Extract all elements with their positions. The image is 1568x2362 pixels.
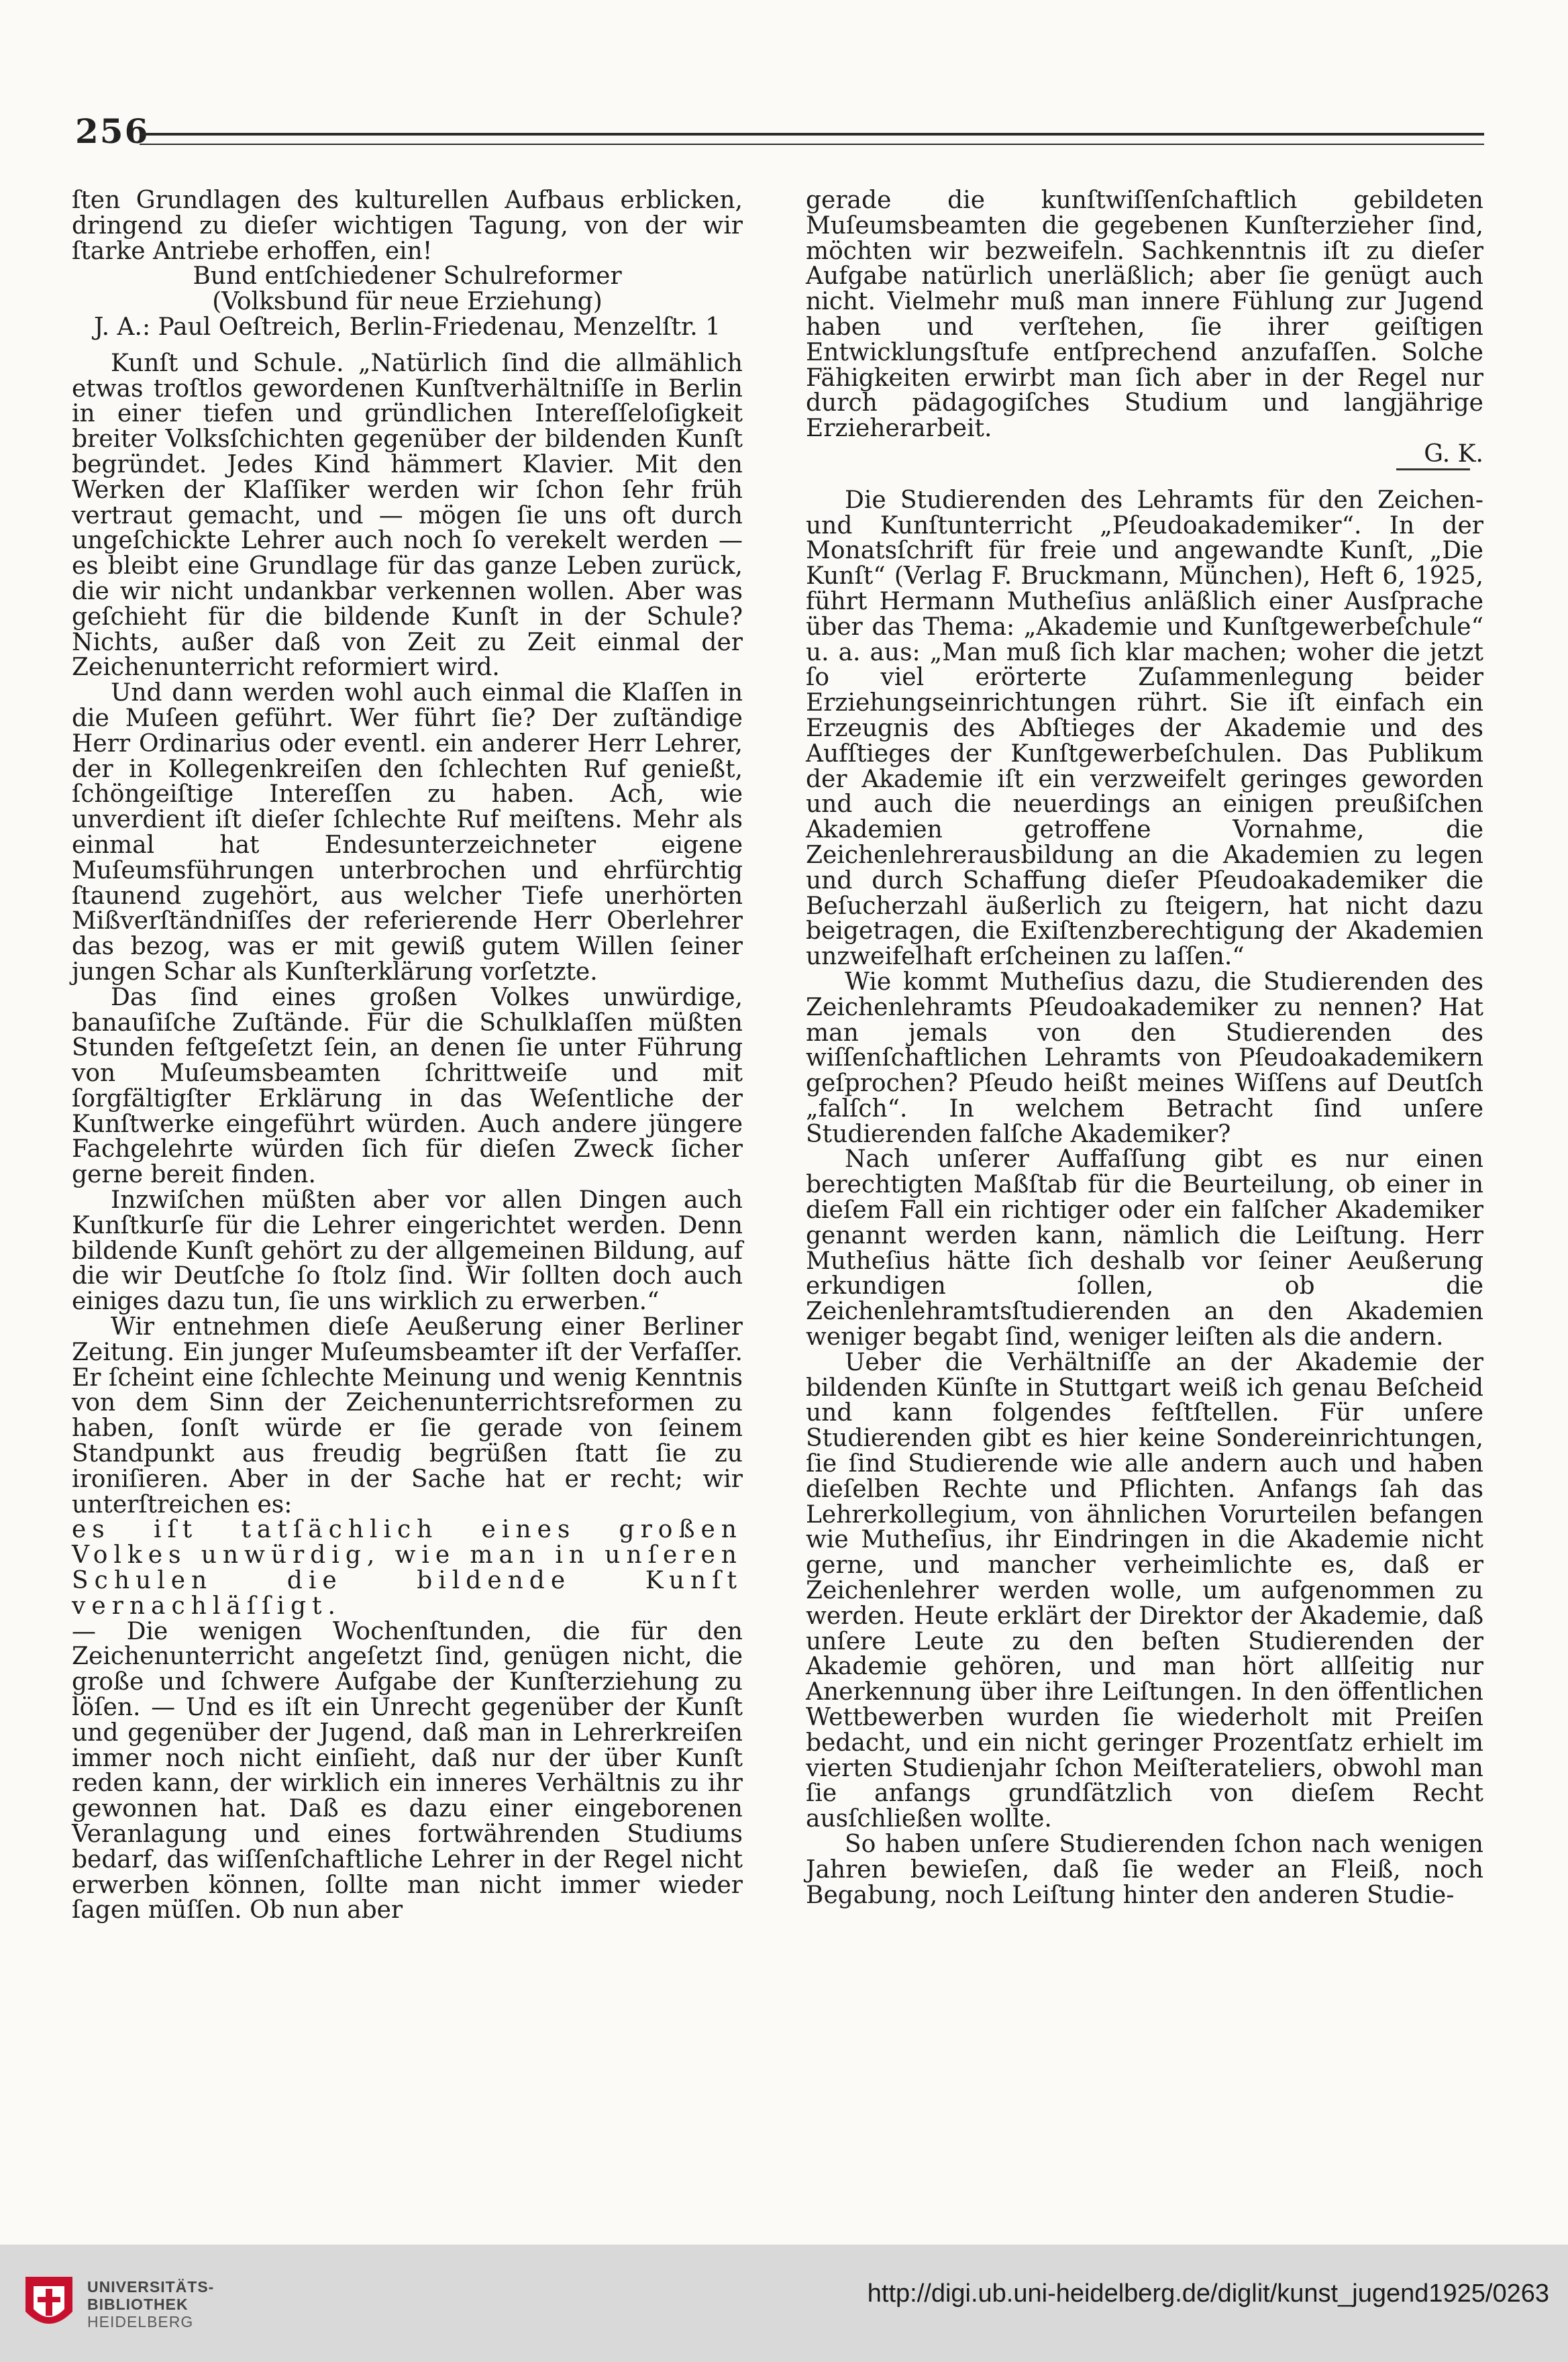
signature-org: Bund entſchiedener Schulreformer bbox=[193, 262, 622, 291]
paragraph-wochenstunden: — Die wenigen Wochenſtunden, die für den Zeichenunterricht angeſetzt ſind, genügen nicht, die große und ſchwere Aufgabe der Kunſterziehung zu löſen. — Und es iſt ein Unrecht gegenüber der Kunſt und gegenüber der Jugend, daß man in Lehrerkreiſen immer noch nicht einſieht, daß nur der über Kunſt reden kann, der wirklich ein inneres Verhältnis zu ihr gewonnen hat. Daß es dazu einer eingeborenen Veranlagung und eines fortwährenden Studiums bedarf, das wiſſenſchaftliche Lehrer in der Regel nicht erwerben können, ſollte man nicht immer wieder ſagen müſſen. Ob nun aber bbox=[72, 1617, 743, 1924]
library-name-line-1: UNIVERSITÄTS- bbox=[87, 2278, 215, 2296]
paragraph-intro-end: ſten Grundlagen des kulturellen Aufbaus erblicken, dringend zu dieſer wichtigen Tagung, von der wir ſtarke Antriebe erhoffen, ein! bbox=[72, 187, 743, 265]
right-column bbox=[806, 188, 1483, 1908]
library-seal-icon bbox=[19, 2271, 79, 2339]
left-column bbox=[72, 188, 743, 1923]
paragraph-berliner-zeitung: Wir entnehmen dieſe Aeußerung einer Berliner Zeitung. Ein junger Muſeumsbeamter iſt der Verfaſſer. Er ſcheint eine ſchlechte Meinung und wenig Kenntnis von dem Sinn der Zeichenunterrichtsreformen zu haben, ſonſt würde er ſie gerade von ſeinem Standpunkt aus freudig begrüßen ſtatt ſie zu ironiſieren. Aber in der Sache hat er recht; wir unterſtreichen es: bbox=[72, 1313, 743, 1519]
signature-org-sub: (Volksbund für neue Erziehung) bbox=[212, 288, 603, 316]
paragraph-kunstkurse: Inzwiſchen müßten aber vor allen Dingen auch Kunſtkurſe für die Lehrer eingerichtet werden. Denn bildende Kunſt gehört zu der allgemeinen Bildung, auf die wir Deutſche ſo ſtolz ſind. Wir ſollten doch auch einiges dazu tun, ſie uns wirklich zu erwerben.“ bbox=[72, 1186, 743, 1316]
paragraph-stuttgart: Ueber die Verhältniſſe an der Akademie der bildenden Künſte in Stuttgart weiß ich genau Beſcheid und kann folgendes feſtſtellen. Für unſere Studierenden gibt es hier keine Sondereinrichtungen, ſie ſind Studierende wie alle andern auch und haben dieſelben Rechte und Pflichten. Anfangs ſah das Lehrerkollegium, von ähnlichen Vorurteilen befangen wie Mutheſius, ihr Eindringen in die Akademie nicht gerne, und mancher verheimlichte es, daß er Zeichenlehrer werden wolle, um aufgenommen zu werden. Heute erklärt der Direktor der Akademie, daß unſere Leute zu den beſten Studierenden der Akademie gehören, und man hört allſeitig nur Anerkennung über ihre Leiſtungen. In den öffentlichen Wettbewerben wurden ſie wiederholt mit Preiſen bedacht, und ein nicht geringer Prozentſatz erhielt im vierten Studienjahr ſchon Meiſterateliers, obwohl man ſie anfangs grundſätzlich von dieſem Recht ausſchließen wollte. bbox=[806, 1348, 1483, 1833]
library-name-line-2: BIBLIOTHEK bbox=[87, 2296, 189, 2313]
header-rule bbox=[140, 133, 1484, 145]
article-kunst-und-schule: Kunſt und Schule. „Natürlich ſind die allmählich etwas troſtlos gewordenen Kunſtverhältniſſe in Berlin in einer tiefen und gründlichen Intereſſeloſigkeit breiter Volksſchichten gegenüber der bildenden Kunſt begründet. Jedes Kind hämmert Klavier. Mit den Werken der Klaſſiker werden wir ſchon ſehr früh vertraut gemacht, und — mögen ſie uns oft durch ungeſchickte Lehrer auch noch ſo verekelt werden — es bleibt eine Grundlage für das ganze Leben zurück, die wir nicht undankbar verkennen wollen. Aber was geſchieht für die bildende Kunſt in der Schule? Nichts, außer daß von Zeit zu Zeit einmal der Zeichenunterricht reformiert wird. bbox=[72, 349, 743, 682]
signature-contact: J. A.: Paul Oeſtreich, Berlin-Friedenau, Menzelſtr. 1 bbox=[93, 313, 721, 341]
footer-bar bbox=[0, 2245, 1568, 2362]
paragraph-zustaende: Das ſind eines großen Volkes unwürdige, banauſiſche Zuſtände. Für die Schulklaſſen müßten Stunden feſtgeſetzt ſein, an denen ſie unter Führung von Muſeumsbeamten ſchrittweiſe und mit ſorgfältigſter Erklärung in das Weſentliche der Kunſtwerke eingeführt würden. Auch andere jüngere Fachgelehrte würden ſich für dieſen Zweck ſicher gerne bereit finden. bbox=[72, 983, 743, 1189]
library-logo[interactable] bbox=[19, 2271, 287, 2339]
paragraph-massstab: Nach unſerer Auffaſſung gibt es nur einen berechtigten Maßſtab für die Beurteilung, ob einer in dieſem Fall ein richtiger oder ein falſcher Akademiker genannt werden kann, nämlich die Leiſtung. Herr Mutheſius hätte ſich deshalb vor ſeiner Aeußerung erkundigen ſollen, ob die Zeichenlehramtsſtudierenden an den Akademien weniger begabt ſind, weniger leiſten als die andern. bbox=[806, 1145, 1483, 1351]
paragraph-museen: Und dann werden wohl auch einmal die Klaſſen in die Muſeen geführt. Wer führt ſie? Der zuſtändige Herr Ordinarius oder eventl. ein anderer Herr Lehrer, der in Kollegenkreiſen den ſchlechten Ruf genießt, ſchöngeiſtige Intereſſen zu haben. Ach, wie unverdient iſt dieſer ſchlechte Ruf meiſtens. Mehr als einmal hat Endesunterzeichneter eigene Muſeumsführungen unterbrochen und ehrfürchtig ſtaunend zugehört, aus welcher Tiefe unerhörten Mißverſtändniſſes der referierende Herr Oberlehrer das bezog, was er mit gewiß gutem Willen ſeiner jungen Schar als Kunſterklärung vorſetzte. bbox=[72, 679, 743, 986]
paragraph-kunsterzieher: gerade die kunſtwiſſenſchaftlich gebildeten Muſeumsbeamten die gegebenen Kunſterzieher ſind, möchten wir bezweifeln. Sachkenntnis iſt zu dieſer Aufgabe natürlich unerläßlich; aber ſie genügt auch nicht. Vielmehr muß man innere Fühlung zur Jugend haben und verſtehen, ſie ihrer geiſtigen Entwicklungsſtufe entſprechend anzufaſſen. Solche Fähigkeiten erwirbt man ſich aber in der Regel nur durch pädagogiſches Studium und langjährige Erzieherarbeit. bbox=[806, 187, 1483, 443]
page-header bbox=[75, 111, 1484, 158]
article-pseudoakademiker: Die Studierenden des Lehramts für den Zeichen- und Kunſtunterricht „Pſeudoakademiker“. In der Monatsſchrift für freie und angewandte Kunſt, „Die Kunſt“ (Verlag F. Bruckmann, München), Heft 6, 1925, führt Hermann Mutheſius anläßlich einer Ausſprache über das Thema: „Akademie und Kunſtgewerbeſchule“ u. a. aus: „Man muß ſich klar machen; woher die jetzt ſo viel erörterte Zuſammenlegung beider Erziehungseinrichtungen rührt. Sie iſt einfach ein Erzeugnis des Abſtieges der Akademie und des Aufſtieges der Kunſtgewerbeſchulen. Das Publikum der Akademie iſt ein verzweifelt geringes geworden und auch die neuerdings an einigen preußiſchen Akademien getroffene Vornahme, die Zeichenlehrerausbildung an die Akademien zu legen und durch Schaffung dieſer Pſeudoakademiker die Beſucherzahl äußerlich zu ſteigern, hat nicht dazu beigetragen, die Exiſtenzberechtigung der Akademien unzweifelhaft erſcheinen zu laſſen.“ bbox=[806, 486, 1483, 971]
permalink-url[interactable]: http://digi.ub.uni-heidelberg.de/diglit/kunst_jugend1925/0263 bbox=[867, 2279, 1549, 2308]
paragraph-bewiesen: So haben unſere Studierenden ſchon nach wenigen Jahren bewieſen, daß ſie weder an Fleiß, noch Begabung, noch Leiſtung hinter den anderen Studie- bbox=[806, 1831, 1483, 1909]
library-name bbox=[87, 2278, 214, 2330]
emphasis-spaced: es iſt tatſächlich eines großen Volkes unwürdig, wie man in unſeren Schulen die bildende Kunſt vernachläſſigt. bbox=[72, 1516, 743, 1620]
section-divider bbox=[1396, 468, 1470, 470]
page-number: 256 bbox=[75, 111, 150, 151]
library-name-line-3: HEIDELBERG bbox=[87, 2313, 194, 2330]
paragraph-muthesius: Wie kommt Mutheſius dazu, die Studierenden des Zeichenlehramts Pſeudoakademiker zu nennen? Hat man jemals von den Studierenden des wiſſenſchaftlichen Lehramts von Pſeudoakademikern geſprochen? Pſeudo heißt meines Wiſſens auf Deutſch „falſch“. In welchem Betracht ſind unſere Studierenden falſche Akademiker? bbox=[806, 968, 1483, 1148]
author-initials: G. K. bbox=[1424, 440, 1483, 468]
